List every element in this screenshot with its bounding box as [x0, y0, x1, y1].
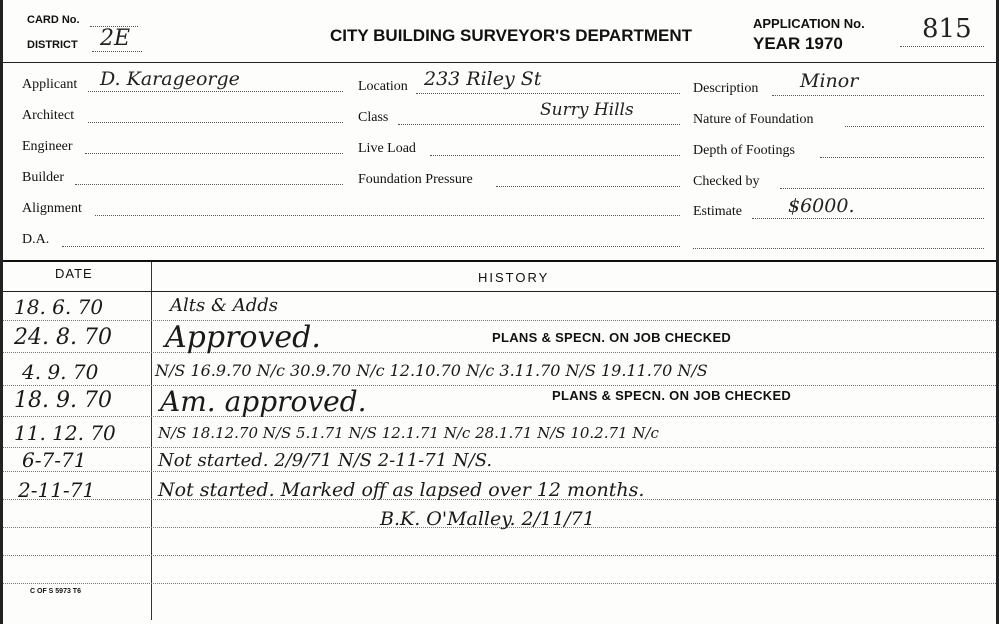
da-label: D.A.	[22, 232, 50, 247]
architect-label: Architect	[22, 108, 75, 123]
estimate-value: $6000.	[788, 195, 855, 217]
history-date: 2-11-71	[18, 478, 96, 502]
location-line	[416, 93, 680, 94]
ruled-line	[3, 555, 996, 556]
applicant-label: Applicant	[22, 77, 78, 92]
live-load-label: Live Load	[358, 141, 416, 156]
description-line	[772, 95, 984, 96]
ruled-line	[3, 385, 996, 386]
nature-line	[845, 126, 984, 127]
blank-line	[693, 248, 984, 249]
ruled-line	[3, 320, 996, 321]
class-value: Surry Hills	[540, 100, 634, 120]
application-line	[900, 46, 984, 47]
class-label: Class	[358, 110, 389, 125]
da-line	[62, 246, 680, 247]
history-stamp: PLANS & SPECN. ON JOB CHECKED	[552, 388, 792, 403]
district-label: DISTRICT	[27, 39, 78, 51]
nature-of-foundation-label: Nature of Foundation	[693, 112, 814, 127]
card-left-edge	[0, 0, 3, 624]
checked-by-label: Checked by	[693, 174, 760, 189]
history-date: 24. 8. 70	[14, 325, 112, 350]
history-signature: B.K. O'Malley. 2/11/71	[380, 508, 595, 530]
application-label: APPLICATION No.	[753, 16, 865, 31]
history-stamp: PLANS & SPECN. ON JOB CHECKED	[492, 330, 732, 345]
estimate-line	[752, 218, 984, 219]
description-value: Minor	[800, 70, 859, 92]
ruled-line	[3, 447, 996, 448]
depth-line	[820, 157, 984, 158]
form-code: C OF S 5973 T6	[30, 588, 81, 595]
district-line	[92, 51, 142, 52]
history-date: 4. 9. 70	[22, 360, 99, 384]
card-no-label: CARD No.	[27, 14, 80, 26]
foundation-pressure-label: Foundation Pressure	[358, 172, 473, 187]
year-label: YEAR 1970	[753, 34, 843, 53]
application-number: 815	[922, 14, 972, 44]
ruled-line	[3, 352, 996, 353]
ruled-line	[3, 583, 996, 584]
date-header: DATE	[55, 266, 93, 281]
builder-line	[75, 184, 343, 185]
history-text: Alts & Adds	[170, 295, 278, 316]
history-text: Not started. Marked off as lapsed over 12 months.	[158, 479, 645, 501]
district-value: 2E	[100, 26, 131, 51]
engineer-line	[85, 153, 343, 154]
history-text: Not started. 2/9/71 N/S 2-11-71 N/S.	[158, 450, 493, 471]
header-divider	[3, 62, 996, 63]
ruled-line	[3, 471, 996, 472]
checked-line	[780, 188, 984, 189]
ruled-line	[3, 416, 996, 417]
history-date: 6-7-71	[22, 448, 87, 472]
architect-line	[88, 122, 343, 123]
history-date: 11. 12. 70	[14, 421, 116, 445]
description-label: Description	[693, 81, 759, 96]
estimate-label: Estimate	[693, 204, 742, 219]
department-title: CITY BUILDING SURVEYOR'S DEPARTMENT	[330, 26, 693, 45]
alignment-label: Alignment	[22, 201, 82, 216]
history-date: 18. 9. 70	[14, 388, 112, 413]
alignment-line	[95, 215, 680, 216]
location-value: 233 Riley St	[424, 68, 542, 90]
history-date: 18. 6. 70	[14, 295, 104, 319]
history-header: HISTORY	[478, 270, 550, 285]
applicant-value: D. Karageorge	[100, 68, 240, 90]
history-text: Approved.	[165, 320, 321, 355]
class-line	[398, 124, 680, 125]
date-column-divider	[151, 262, 152, 620]
applicant-line	[88, 91, 343, 92]
live-load-line	[430, 155, 680, 156]
engineer-label: Engineer	[22, 139, 73, 154]
foundation-pressure-line	[496, 186, 680, 187]
header-underline	[3, 291, 996, 292]
builder-label: Builder	[22, 170, 64, 185]
history-text: Am. approved.	[160, 385, 367, 418]
history-text: N/S 16.9.70 N/c 30.9.70 N/c 12.10.70 N/c 3.11.70 N/S 19.11.70 N/S	[155, 361, 708, 380]
history-text: N/S 18.12.70 N/S 5.1.71 N/S 12.1.71 N/c 28.1.71 N/S 10.2.71 N/c	[158, 424, 659, 442]
location-label: Location	[358, 79, 408, 94]
depth-of-footings-label: Depth of Footings	[693, 143, 795, 158]
